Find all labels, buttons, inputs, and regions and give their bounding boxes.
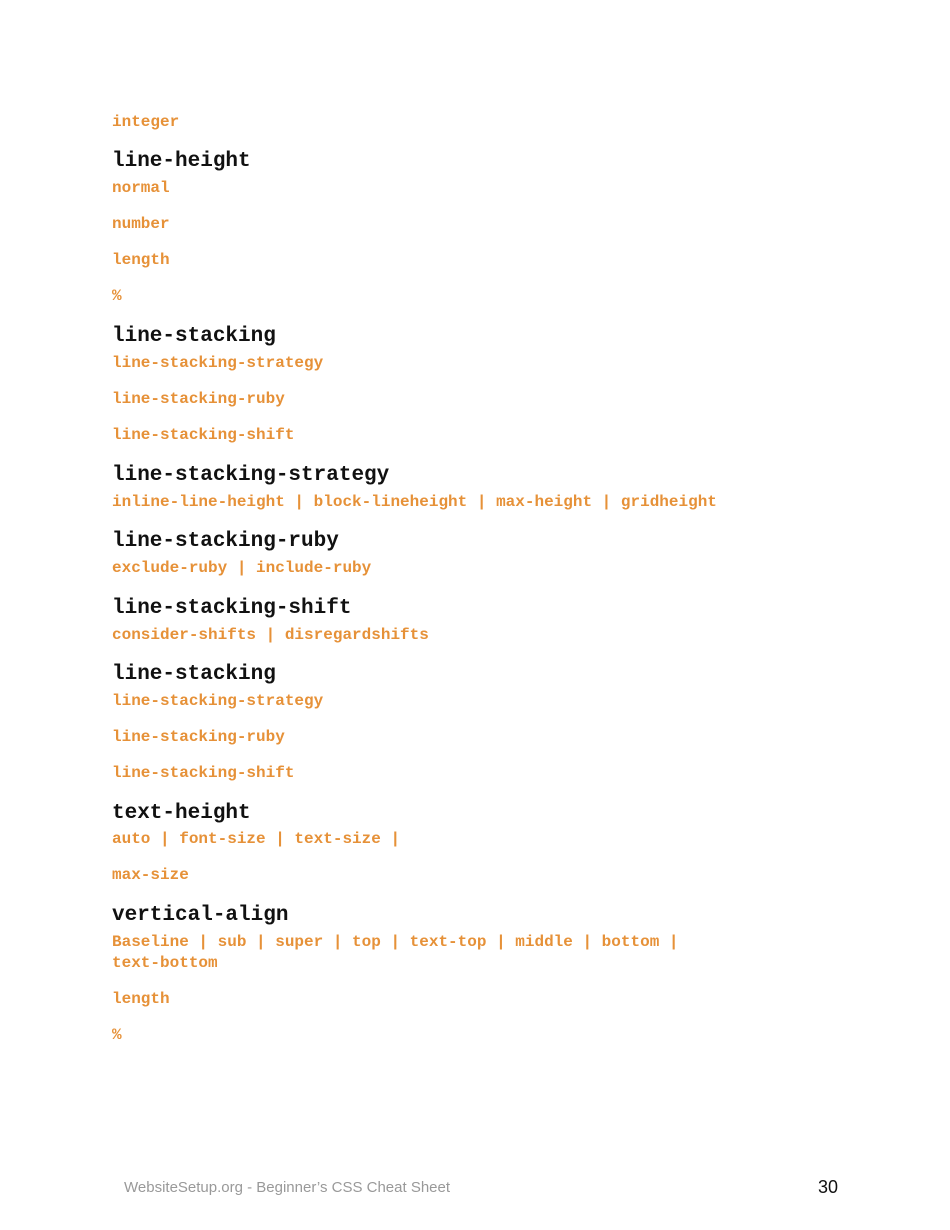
property-line-stacking-strategy: line-stacking-strategy (112, 464, 390, 487)
footer-text: WebsiteSetup.org - Beginner’s CSS Cheat Sheet (124, 1179, 451, 1196)
property-line-stacking-2: line-stacking (112, 663, 276, 686)
property-line-stacking: line-stacking (112, 325, 276, 348)
value-integer: integer (112, 113, 180, 131)
value-vertical-align-options: Baseline | sub | super | top | text-top | middle | bottom | (112, 933, 679, 951)
property-vertical-align: vertical-align (112, 904, 289, 927)
property-line-height: line-height (112, 150, 251, 173)
value-number: number (112, 215, 170, 233)
value-max-size: max-size (112, 866, 189, 884)
value-percent-2: % (112, 1026, 122, 1044)
value-line-stacking-strategy-options: inline-line-height | block-lineheight | max-height | gridheight (112, 493, 717, 511)
value-percent: % (112, 287, 122, 305)
property-line-stacking-shift: line-stacking-shift (112, 597, 352, 620)
value-line-stacking-strategy: line-stacking-strategy (112, 354, 324, 372)
value-length-2: length (112, 990, 170, 1008)
value-text-height-options: auto | font-size | text-size | (112, 830, 401, 848)
value-line-stacking-ruby-2: line-stacking-ruby (112, 728, 285, 746)
page-number: 30 (818, 1177, 839, 1197)
value-line-stacking-strategy-2: line-stacking-strategy (112, 692, 324, 710)
value-line-stacking-shift-2: line-stacking-shift (112, 764, 295, 782)
value-line-stacking-ruby-options: exclude-ruby | include-ruby (112, 559, 372, 577)
value-normal: normal (112, 179, 170, 197)
value-line-stacking-shift: line-stacking-shift (112, 426, 295, 444)
value-text-bottom: text-bottom (112, 954, 218, 972)
value-line-stacking-shift-options: consider-shifts | disregardshifts (112, 626, 429, 644)
value-line-stacking-ruby: line-stacking-ruby (112, 390, 285, 408)
property-line-stacking-ruby: line-stacking-ruby (112, 530, 339, 553)
property-text-height: text-height (112, 802, 251, 825)
value-length: length (112, 251, 170, 269)
